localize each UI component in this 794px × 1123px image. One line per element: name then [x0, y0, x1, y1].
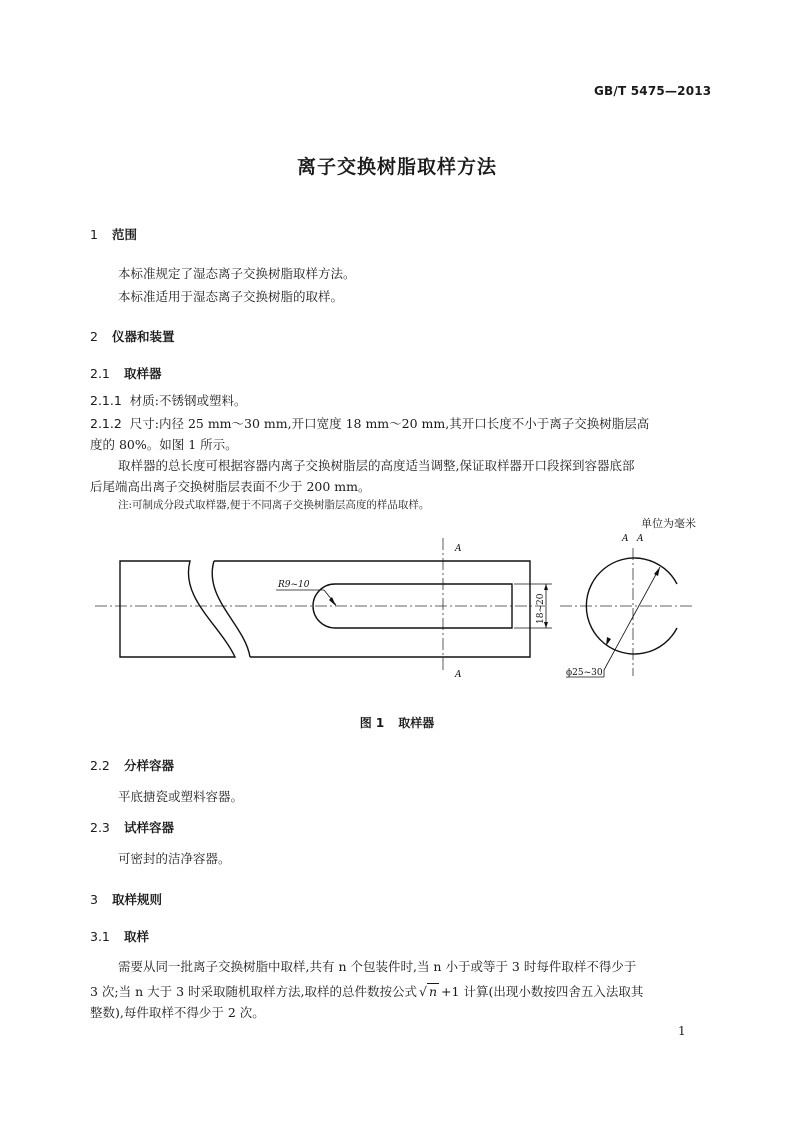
section-number: 2.2 [90, 758, 110, 773]
section-2-1-heading [90, 364, 162, 382]
figure-caption [0, 714, 794, 731]
section-label-a-bottom: A [455, 670, 462, 680]
clause-2-1-2-line-1 [90, 414, 649, 432]
sqrt-radicand: n [428, 984, 438, 999]
section-2-3-heading [90, 818, 174, 836]
sqrt-icon: √ [419, 984, 427, 999]
radius-label: R9~10 [278, 580, 310, 590]
section-title: 取样规则 [112, 892, 163, 907]
section-title: 取样器 [124, 366, 162, 381]
width-arrowhead-top [544, 584, 548, 590]
section-2-3-text: 可密封的洁净容器。 [118, 851, 231, 866]
section-title: 试样容器 [124, 820, 175, 835]
clause-2-1-para-line-1: 取样器的总长度可根据容器内离子交换树脂层的高度适当调整,保证取样器开口段探到容器底部 [118, 458, 635, 473]
section-title: 仪器和装置 [112, 329, 175, 344]
section-title: 范围 [112, 227, 138, 242]
section-number: 1 [90, 227, 98, 242]
page-title: 离子交换树脂取样方法 [296, 156, 497, 178]
section-2-2-text: 平底搪瓷或塑料容器。 [118, 789, 244, 804]
clause-text: 尺寸:内径 25 mm～30 mm,开口宽度 18 mm～20 mm,其开口长度不小于离子交换树脂层高 [129, 416, 650, 431]
unit-label: 单位为毫米 [641, 517, 696, 530]
tube-left-segment [120, 561, 235, 657]
section-number: 2.3 [90, 820, 110, 835]
text-run: +1 计算(出现小数按四舍五入法取其 [441, 984, 644, 999]
clause-number: 2.1.1 [90, 393, 122, 408]
section-1-paragraph-1: 本标准规定了湿态离子交换树脂取样方法。 [118, 266, 356, 281]
sampler-drawing [0, 530, 794, 690]
section-2-2-heading [90, 756, 174, 774]
clause-2-1-2-line-2: 度的 80%。如图 1 所示。 [90, 437, 238, 452]
clause-text: 材质:不锈钢或塑料。 [129, 393, 247, 408]
radius-arrowhead [329, 597, 336, 606]
figure-number: 图 1 [359, 716, 385, 730]
diameter-label: ϕ25~30 [566, 668, 603, 678]
section-3-heading [90, 890, 162, 908]
clause-2-1-para-line-2: 后尾端高出离子交换树脂层表面不少于 200 mm。 [90, 479, 371, 494]
section-1-paragraph-2: 本标准适用于湿态离子交换树脂的取样。 [118, 289, 344, 304]
sqrt-formula [419, 984, 439, 999]
diameter-arrowhead-bottom [606, 637, 611, 646]
text-run: 3 次;当 n 大于 3 时采取随机取样方法,取样的总件数按公式 [90, 984, 418, 999]
section-2-heading [90, 327, 175, 345]
tube-right-segment [214, 561, 530, 657]
page-number: 1 [678, 1024, 686, 1038]
section-number: 3.1 [90, 929, 110, 944]
section-3-1-heading [90, 927, 149, 945]
section-number: 2 [90, 329, 98, 344]
section-title: 取样 [124, 929, 150, 944]
section-1-heading [90, 225, 137, 243]
note: 注:可制成分段式取样器,便于不同离子交换树脂层高度的样品取样。 [118, 499, 430, 511]
section-label-a-top: A [455, 544, 462, 554]
section-3-1-line-3: 整数),每件取样不得少于 2 次。 [90, 1005, 265, 1020]
section-view-label-a-left: A [622, 534, 629, 544]
break-line [212, 561, 250, 657]
clause-number: 2.1.2 [90, 416, 122, 431]
figure-title: 取样器 [398, 716, 435, 730]
section-3-1-line-2 [90, 982, 643, 1000]
section-number: 3 [90, 892, 98, 907]
diameter-arrowhead-top [654, 567, 660, 576]
section-3-1-line-1: 需要从同一批离子交换树脂中取样,共有 n 个包装件时,当 n 小于或等于 3 时每件取样不得少于 [118, 959, 637, 974]
width-label: 18~20 [536, 593, 546, 624]
section-number: 2.1 [90, 366, 110, 381]
section-title: 分样容器 [124, 758, 175, 773]
clause-2-1-1 [90, 391, 246, 409]
standard-code: GB/T 5475—2013 [594, 84, 712, 98]
section-view-label-a-right: A [637, 534, 644, 544]
